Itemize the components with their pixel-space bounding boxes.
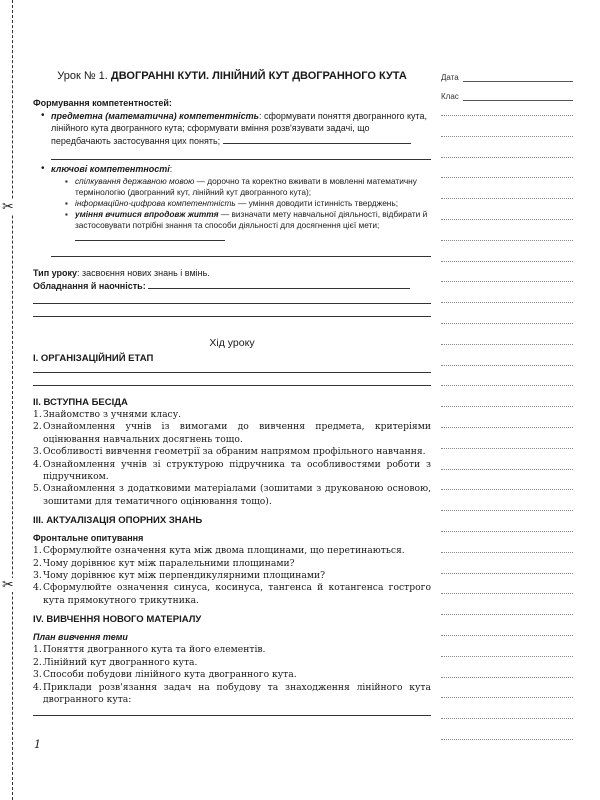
write-in-line xyxy=(33,365,431,373)
list-item: 3. Способи побудови лінійного кута двогранного кута. xyxy=(33,669,297,681)
key-competency-label: ключові компетентності xyxy=(51,164,170,174)
key-competency-item: ▪ уміння вчитися впродовж життя — визначати мету навчальної діяльності, відбирати й застосовувати потрібні знання та способи діяльності для досягнення цієї мети; xyxy=(67,209,431,244)
key-competency-item: ▪ інформаційно-цифрова компетентність — уміння доводити істинність тверджень; xyxy=(67,198,431,209)
note-line xyxy=(441,510,573,511)
date-field xyxy=(441,69,573,82)
list-item: 4. Ознайомлення учнів зі структурою підручника та особливостями роботи з підручником. xyxy=(33,458,431,483)
competencies-heading: Формування компетентностей: xyxy=(33,98,172,108)
lesson-type xyxy=(33,267,431,279)
section-list xyxy=(33,545,431,607)
write-in-line xyxy=(51,147,431,160)
section-title: III. АКТУАЛІЗАЦІЯ ОПОРНИХ ЗНАНЬ xyxy=(33,515,203,527)
class-field xyxy=(441,88,573,101)
write-in-line xyxy=(33,292,431,304)
note-line xyxy=(441,385,573,386)
list-item: 5. Ознайомлення з додатковими матеріалами (зошитами з друкованою основою, зошитами для тематичного оцінювання тощо). xyxy=(33,483,431,507)
write-in-line xyxy=(75,231,225,241)
section-subtitle: Фронтальне опитування xyxy=(33,533,144,544)
subject-competency xyxy=(43,110,431,147)
note-line xyxy=(441,281,573,282)
key-competency-item: ▪ спілкування державною мовою — дорочно та коректно вживати в мовленні математичну термінологію (двогранний кут, лінійний кут двогранного кута); xyxy=(67,176,431,198)
section-title: I. ОРГАНІЗАЦІЙНИЙ ЕТАП xyxy=(33,353,154,364)
lesson-label: Урок № 1. xyxy=(57,70,108,82)
equipment xyxy=(33,279,431,292)
class-line xyxy=(463,92,573,101)
list-item: 1. Сформулюйте означення кута між двома площинами, що перетинаються. xyxy=(33,545,405,557)
date-label: Дата xyxy=(441,73,459,82)
key-competency-list xyxy=(67,176,431,244)
note-line xyxy=(441,136,573,137)
list-item: 4. Приклади розв'язання задач на побудову та знаходження лінійного кута двогранного кута: xyxy=(33,681,431,705)
course-heading: Хід уроку xyxy=(209,337,255,349)
subject-competency-text: : сформувати поняття двогранного кута, лінійного кута двогранного кута; сформувати вміння розв'язувати задачі, що передбачають застосування цих понять; xyxy=(51,111,428,146)
note-line xyxy=(441,344,573,345)
lesson-type-value: : засвоєння нових знань і вмінь. xyxy=(77,268,210,278)
lesson-plan xyxy=(33,69,431,716)
note-line xyxy=(441,489,573,490)
competencies-list xyxy=(43,110,431,147)
note-line xyxy=(441,448,573,449)
scissors-icon: ✂ xyxy=(2,199,14,215)
section-list xyxy=(33,409,431,508)
date-line xyxy=(463,73,573,82)
note-line xyxy=(441,697,573,698)
lesson-name: ДВОГРАННІ КУТИ. ЛІНІЙНИЙ КУТ ДВОГРАННОГО КУТА xyxy=(110,70,407,82)
section-subtitle: План вивчення теми xyxy=(33,632,128,643)
note-line xyxy=(441,718,573,719)
list-item: 3. Особливості вивчення геометрії за обраним напрямом профільного навчання. xyxy=(33,446,426,458)
note-line xyxy=(441,198,573,199)
key-competencies xyxy=(43,163,431,244)
write-in-line xyxy=(33,373,431,386)
lesson-title xyxy=(33,69,431,83)
note-line xyxy=(441,240,573,241)
note-line xyxy=(441,427,573,428)
note-line xyxy=(441,177,573,178)
list-item: 2. Чому дорівнює кут між паралельними площинами? xyxy=(33,557,295,569)
section-list xyxy=(33,644,431,706)
note-line xyxy=(441,261,573,262)
list-item: 2. Ознайомлення учнів із вимогами до вивчення предмета, критеріями оцінювання навчальних досягнень тощо. xyxy=(33,421,431,445)
note-line xyxy=(441,635,573,636)
scissors-icon: ✂ xyxy=(2,577,14,593)
note-line xyxy=(441,302,573,303)
note-line xyxy=(441,656,573,657)
page-number: 1 xyxy=(34,738,41,751)
note-line xyxy=(441,219,573,220)
cut-line xyxy=(12,0,13,800)
note-line xyxy=(441,614,573,615)
key-competency: • ключові компетентності: ▪ спілкування державною мовою — дорочно та коректно вживати в мовленні математичну термінологію (двогранний кут, лінійний кут двогранного кута); ▪ інформаційно-цифрова компетентність — уміння доводити істинність тверджень; ▪ уміння вчитися впродовж життя — визначати мету навчальної діяльності, відбирати й застосовувати потрібні знання та способи діяльності для досягнення цієї мети; xyxy=(43,163,431,244)
list-item: 3. Чому дорівнює кут між перпендикулярними площинами? xyxy=(33,570,326,582)
list-item: 1. Поняття двогранного кута та його елементів. xyxy=(33,644,266,656)
note-line xyxy=(441,552,573,553)
section-title: II. ВСТУПНА БЕСІДА xyxy=(33,397,128,408)
note-line xyxy=(441,739,573,740)
list-item: 2. Лінійний кут двогранного кута. xyxy=(33,656,198,668)
write-in-line xyxy=(33,304,431,317)
note-line xyxy=(441,157,573,158)
note-line xyxy=(441,677,573,678)
subject-competency-label: предметна (математична) компетентність xyxy=(51,111,260,121)
note-line xyxy=(441,469,573,470)
list-item: 4. Сформулюйте означення синуса, косинуса, тангенса й котангенса гострого кута прямокутного трикутника. xyxy=(33,582,431,606)
note-line xyxy=(441,573,573,574)
list-item: 1. Знайомство з учнями класу. xyxy=(33,409,182,420)
lesson-type-label: Тип уроку xyxy=(33,268,78,278)
section-title: IV. ВИВЧЕННЯ НОВОГО МАТЕРІАЛУ xyxy=(33,614,202,626)
write-in-line xyxy=(223,134,411,144)
note-line xyxy=(441,323,573,324)
write-in-line xyxy=(33,706,431,716)
note-line xyxy=(441,531,573,532)
note-line xyxy=(441,406,573,407)
note-line xyxy=(441,593,573,594)
write-in-line xyxy=(51,244,431,257)
class-label: Клас xyxy=(441,92,459,101)
note-line xyxy=(441,365,573,366)
notes-margin xyxy=(441,69,573,107)
equipment-label: Обладнання й наочність: xyxy=(33,281,146,291)
note-line xyxy=(441,115,573,116)
write-in-line xyxy=(148,279,410,289)
